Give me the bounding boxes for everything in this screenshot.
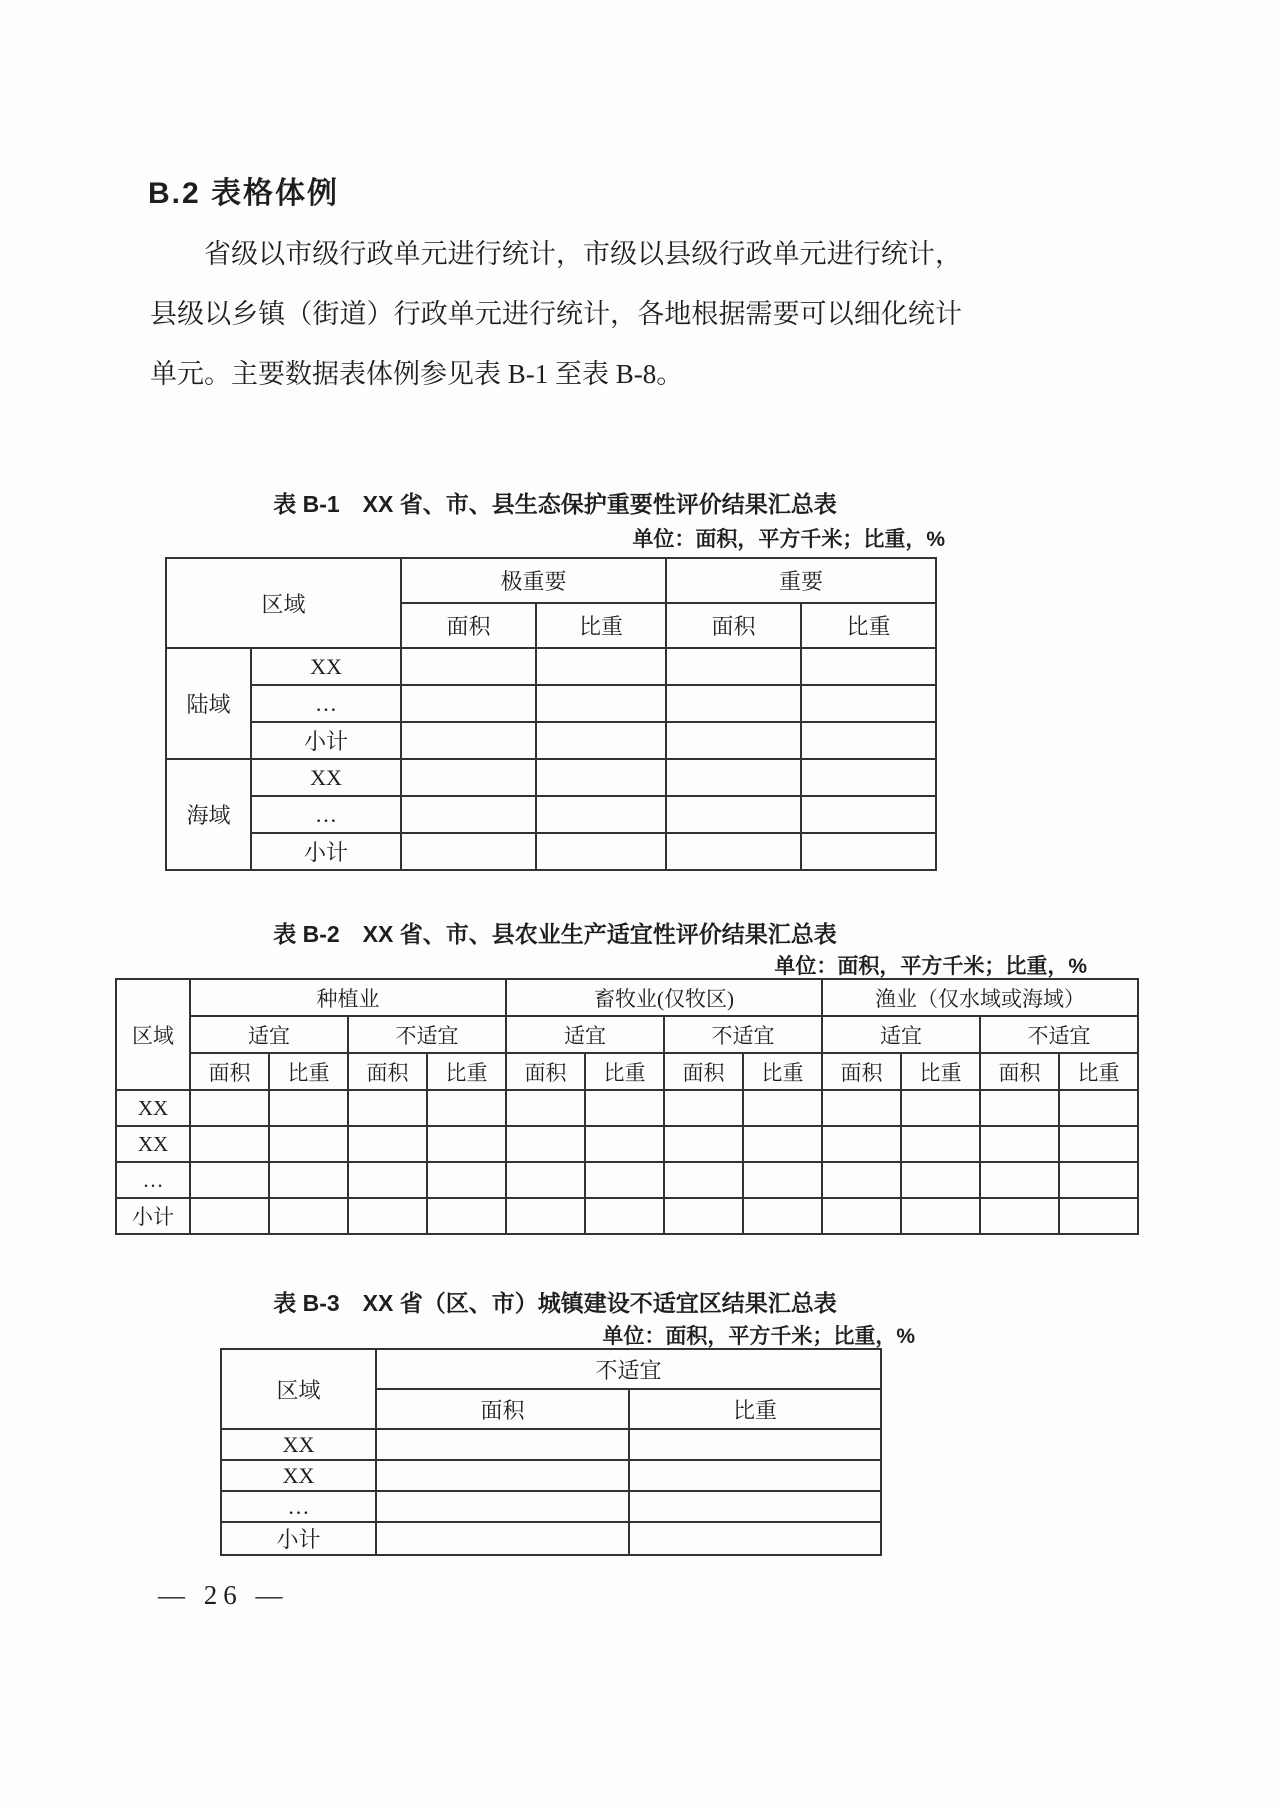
header-cell-area: 面积: [506, 1053, 585, 1090]
empty-cell: [664, 1198, 743, 1234]
empty-cell: [585, 1090, 664, 1126]
header-cell-area: 面积: [822, 1053, 901, 1090]
row-group-label: 陆域: [166, 648, 251, 759]
section-heading: B.2 表格体例: [148, 177, 340, 210]
empty-cell: [901, 1162, 980, 1198]
row-label: 小计: [251, 833, 401, 870]
empty-cell: [801, 796, 936, 833]
header-cell-region: 区域: [221, 1349, 376, 1429]
row-label: XX: [221, 1429, 376, 1460]
header-cell-area: 面积: [376, 1389, 629, 1429]
empty-cell: [376, 1460, 629, 1491]
header-cell-suitable: 适宜: [506, 1016, 664, 1053]
header-cell-region: 区域: [166, 558, 401, 648]
empty-cell: [666, 648, 801, 685]
empty-cell: [269, 1162, 348, 1198]
empty-cell: [629, 1491, 881, 1522]
table-b1-caption: 表 B-1 XX 省、市、县生态保护重要性评价结果汇总表: [273, 491, 837, 517]
empty-cell: [1059, 1162, 1138, 1198]
empty-cell: [536, 833, 666, 870]
header-cell-group: 极重要: [401, 558, 666, 603]
empty-cell: [348, 1090, 427, 1126]
empty-cell: [822, 1090, 901, 1126]
empty-cell: [190, 1090, 269, 1126]
header-cell-unsuitable: 不适宜: [348, 1016, 506, 1053]
row-label: XX: [116, 1090, 190, 1126]
header-cell-suitable: 适宜: [190, 1016, 348, 1053]
row-label: XX: [221, 1460, 376, 1491]
empty-cell: [427, 1162, 506, 1198]
empty-cell: [666, 685, 801, 722]
header-cell-ratio: 比重: [1059, 1053, 1138, 1090]
empty-cell: [376, 1522, 629, 1555]
empty-cell: [666, 796, 801, 833]
row-label: 小计: [251, 722, 401, 759]
header-cell-ratio: 比重: [801, 603, 936, 648]
empty-cell: [822, 1126, 901, 1162]
header-cell-group: 重要: [666, 558, 936, 603]
table-b1-unit-note: 单位：面积，平方千米；比重，%: [632, 528, 945, 551]
empty-cell: [901, 1126, 980, 1162]
page-number: — 26 —: [158, 1580, 289, 1610]
header-cell-unsuitable: 不适宜: [664, 1016, 822, 1053]
empty-cell: [664, 1090, 743, 1126]
empty-cell: [629, 1522, 881, 1555]
empty-cell: [801, 722, 936, 759]
table-b3-unit-note: 单位：面积，平方千米；比重，%: [602, 1325, 915, 1348]
empty-cell: [801, 833, 936, 870]
empty-cell: [901, 1198, 980, 1234]
empty-cell: [536, 722, 666, 759]
empty-cell: [269, 1126, 348, 1162]
row-label: …: [251, 685, 401, 722]
header-cell-ratio: 比重: [585, 1053, 664, 1090]
empty-cell: [664, 1126, 743, 1162]
empty-cell: [1059, 1198, 1138, 1234]
empty-cell: [801, 759, 936, 796]
header-cell-group: 畜牧业(仅牧区): [506, 979, 822, 1016]
empty-cell: [401, 648, 536, 685]
empty-cell: [666, 833, 801, 870]
empty-cell: [401, 833, 536, 870]
header-cell-ratio: 比重: [901, 1053, 980, 1090]
empty-cell: [427, 1198, 506, 1234]
empty-cell: [743, 1162, 822, 1198]
empty-cell: [348, 1126, 427, 1162]
empty-cell: [401, 759, 536, 796]
row-label: …: [251, 796, 401, 833]
header-cell-ratio: 比重: [427, 1053, 506, 1090]
row-label: 小计: [116, 1198, 190, 1234]
header-cell-ratio: 比重: [536, 603, 666, 648]
header-cell-area: 面积: [190, 1053, 269, 1090]
empty-cell: [401, 722, 536, 759]
header-cell-group: 不适宜: [376, 1349, 881, 1389]
empty-cell: [585, 1126, 664, 1162]
empty-cell: [348, 1198, 427, 1234]
empty-cell: [190, 1162, 269, 1198]
empty-cell: [506, 1198, 585, 1234]
empty-cell: [269, 1090, 348, 1126]
table-b2-caption: 表 B-2 XX 省、市、县农业生产适宜性评价结果汇总表: [273, 921, 837, 947]
empty-cell: [901, 1090, 980, 1126]
empty-cell: [348, 1162, 427, 1198]
empty-cell: [1059, 1090, 1138, 1126]
empty-cell: [980, 1090, 1059, 1126]
row-label: XX: [251, 759, 401, 796]
empty-cell: [536, 796, 666, 833]
row-label: XX: [251, 648, 401, 685]
empty-cell: [506, 1162, 585, 1198]
table-b1: [165, 557, 937, 871]
empty-cell: [666, 722, 801, 759]
table-b3-caption: 表 B-3 XX 省（区、市）城镇建设不适宜区结果汇总表: [273, 1290, 837, 1316]
empty-cell: [269, 1198, 348, 1234]
row-group-label: 海域: [166, 759, 251, 870]
header-cell-suitable: 适宜: [822, 1016, 980, 1053]
empty-cell: [190, 1198, 269, 1234]
empty-cell: [427, 1126, 506, 1162]
empty-cell: [376, 1429, 629, 1460]
header-cell-area: 面积: [980, 1053, 1059, 1090]
body-paragraph: 省级以市级行政单元进行统计，市级以县级行政单元进行统计，县级以乡镇（街道）行政单元进行统计，各地根据需要可以细化统计单元。主要数据表体例参见表 B-1 至表 B-8。: [150, 239, 962, 389]
empty-cell: [743, 1198, 822, 1234]
header-cell-region: 区域: [116, 979, 190, 1090]
table-b2-unit-note: 单位：面积，平方千米；比重，%: [774, 955, 1087, 978]
empty-cell: [664, 1162, 743, 1198]
empty-cell: [666, 759, 801, 796]
empty-cell: [585, 1198, 664, 1234]
header-cell-group: 种植业: [190, 979, 506, 1016]
header-cell-area: 面积: [348, 1053, 427, 1090]
row-label: XX: [116, 1126, 190, 1162]
empty-cell: [401, 685, 536, 722]
table-b2: [115, 978, 1139, 1235]
table-b3: [220, 1348, 882, 1556]
empty-cell: [801, 685, 936, 722]
empty-cell: [376, 1491, 629, 1522]
header-cell-ratio: 比重: [743, 1053, 822, 1090]
header-cell-area: 面积: [666, 603, 801, 648]
empty-cell: [629, 1429, 881, 1460]
header-cell-unsuitable: 不适宜: [980, 1016, 1138, 1053]
row-label: …: [221, 1491, 376, 1522]
row-label: 小计: [221, 1522, 376, 1555]
empty-cell: [822, 1162, 901, 1198]
empty-cell: [427, 1090, 506, 1126]
empty-cell: [536, 685, 666, 722]
empty-cell: [743, 1126, 822, 1162]
empty-cell: [506, 1126, 585, 1162]
row-label: …: [116, 1162, 190, 1198]
empty-cell: [801, 648, 936, 685]
empty-cell: [401, 796, 536, 833]
empty-cell: [536, 759, 666, 796]
empty-cell: [822, 1198, 901, 1234]
header-cell-group: 渔业（仅水域或海域）: [822, 979, 1138, 1016]
empty-cell: [190, 1126, 269, 1162]
empty-cell: [980, 1162, 1059, 1198]
empty-cell: [536, 648, 666, 685]
empty-cell: [1059, 1126, 1138, 1162]
empty-cell: [585, 1162, 664, 1198]
header-cell-area: 面积: [664, 1053, 743, 1090]
header-cell-area: 面积: [401, 603, 536, 648]
empty-cell: [506, 1090, 585, 1126]
empty-cell: [743, 1090, 822, 1126]
empty-cell: [980, 1198, 1059, 1234]
empty-cell: [980, 1126, 1059, 1162]
header-cell-ratio: 比重: [629, 1389, 881, 1429]
empty-cell: [629, 1460, 881, 1491]
header-cell-ratio: 比重: [269, 1053, 348, 1090]
